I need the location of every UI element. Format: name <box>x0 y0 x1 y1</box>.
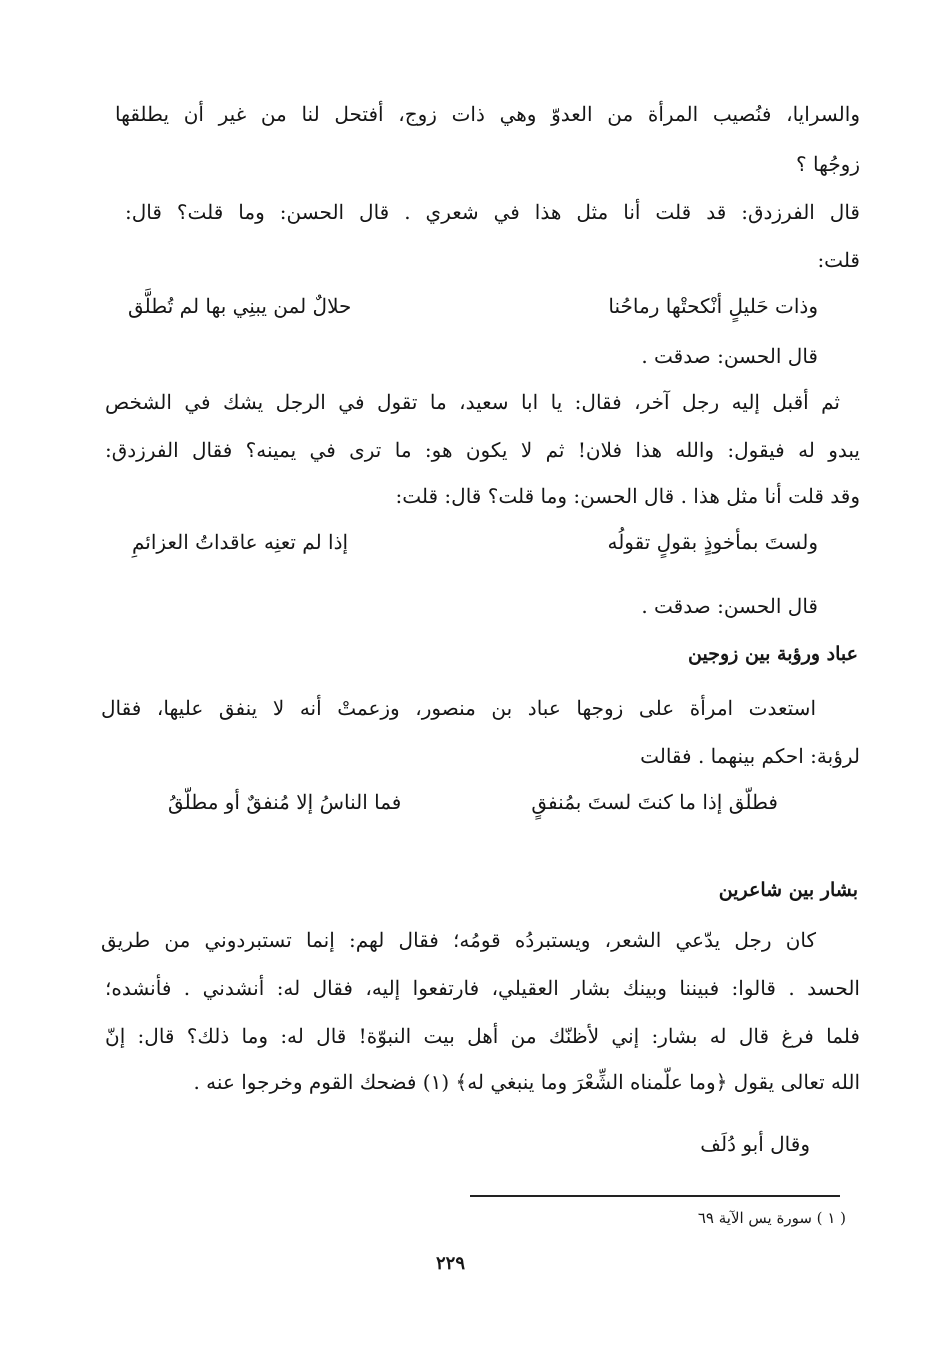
verse-first-hemistich: وذات حَليلٍ أنْكحتْها رماحُنا <box>608 294 818 318</box>
footnote: ( ١ ) سورة يس الآية ٦٩ <box>697 1209 846 1227</box>
text-line: وقال أبو دُلَف <box>700 1132 810 1156</box>
text-line: ثم أقبل إليه رجل آخر، فقال: يا ابا سعيد، ما تقول في الرجل يشك في الشخص <box>105 390 840 414</box>
text-line: وقد قلت أنا مثل هذا . قال الحسن: وما قلت؟ قال: قلت: <box>395 484 860 508</box>
text-line: لرؤبة: احكم بينهما . فقالت <box>640 744 860 768</box>
section-heading: عباد ورؤبة بين زوجين <box>688 643 858 665</box>
poem-verse <box>128 292 818 320</box>
verse-first-hemistich: ولستَ بمأخوذٍ بقولٍ تقولُه <box>607 530 818 554</box>
text-line: الله تعالى يقول ﴿وما علّمناه الشِّعْرَ وما ينبغي له﴾ (١) فضحك القوم وخرجوا عنه . <box>193 1070 860 1094</box>
poem-verse <box>168 788 778 816</box>
section-heading: بشار بين شاعرين <box>718 879 858 901</box>
text-line: قال الفرزدق: قد قلت أنا مثل هذا في شعري . قال الحسن: وما قلت؟ قال: <box>125 200 860 224</box>
text-line: استعدت امرأة على زوجها عباد بن منصور، وزعمتْ أنه لا ينفق عليها، فقال <box>101 696 816 720</box>
text-line: الحسد . قالوا: فبيننا وبينك بشار العقيلي، فارتفعوا إليه، فقال له: أنشدني . فأنشده؛ <box>105 976 860 1000</box>
text-line: والسرايا، فنُصيب المرأة من العدوّ وهي ذات زوج، أفتحل لنا من غير أن يطلقها <box>115 102 860 126</box>
text-line: فلما فرغ قال له بشار: إني لأظنّك من أهل بيت النبوّة! قال له: وما ذلك؟ قال: إنّ <box>105 1024 860 1048</box>
poem-verse <box>132 528 818 556</box>
text-line: يبدو له فيقول: والله هذا فلان! ثم لا يكون هو: ما ترى في يمينه؟ فقال الفرزدق: <box>105 438 860 462</box>
text-line: زوجُها ؟ <box>796 152 860 176</box>
text-line: قلت: <box>817 248 860 272</box>
verse-second-hemistich: فما الناسُ إلا مُنفقٌ أو مطلّقُ <box>168 790 402 814</box>
footnote-divider <box>470 1195 840 1197</box>
text-line: قال الحسن: صدقت . <box>641 344 818 368</box>
text-line: كان رجل يدّعي الشعر، ويستبردُه قومُه؛ فقال لهم: إنما تستبردوني من طريق <box>101 928 816 952</box>
verse-first-hemistich: فطلّق إذا ما كنتَ لستَ بمُنفقٍ <box>531 790 778 814</box>
verse-second-hemistich: حلالٌ لمن يبنِي بها لم تُطلَّق <box>128 294 352 318</box>
text-line: قال الحسن: صدقت . <box>641 594 818 618</box>
verse-second-hemistich: إذا لم تعنِه عاقداتُ العزائمِ <box>132 530 349 554</box>
page-number: ٢٢٩ <box>436 1253 466 1274</box>
